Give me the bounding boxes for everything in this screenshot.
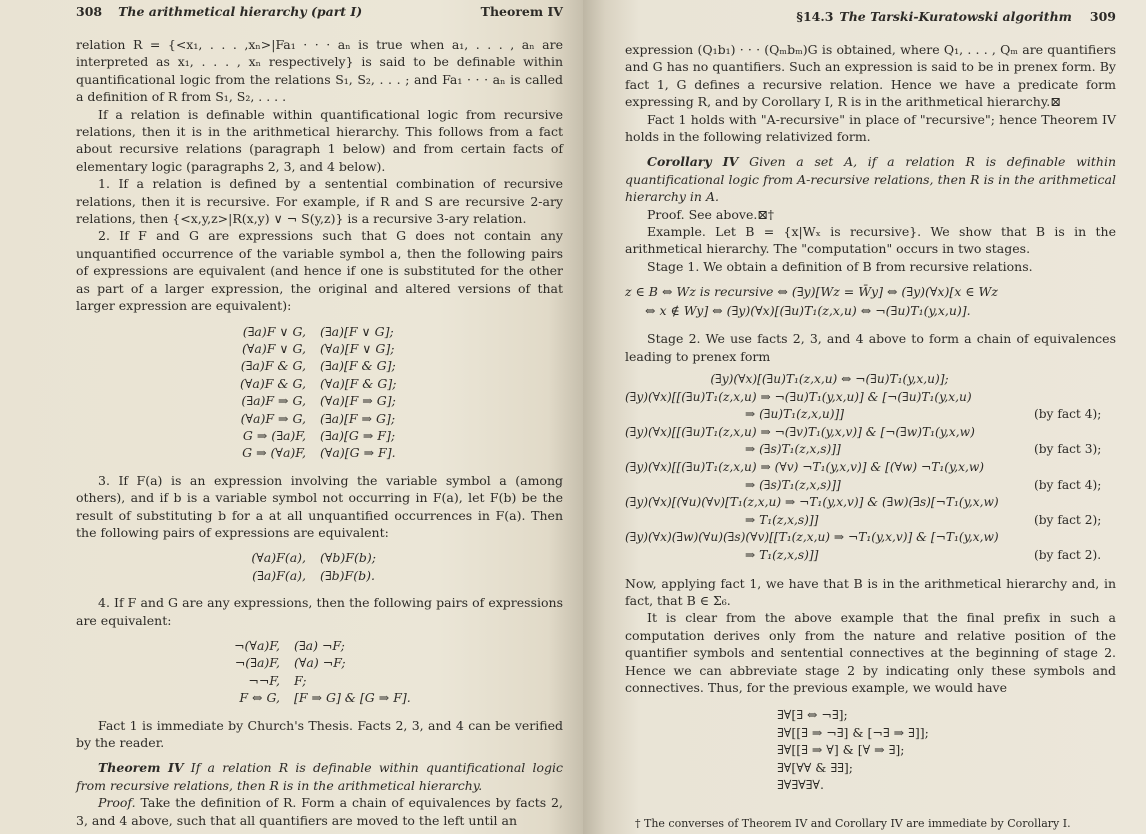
expr-right: F; bbox=[294, 672, 307, 688]
chain-justification bbox=[1034, 459, 1116, 477]
chain-justification: (by fact 4); bbox=[1034, 407, 1102, 422]
paragraph: 2. If F and G are expressions such that G does not contain any unquantified occurrence of the variable symbol a, then the following pairs of expressions are equivalent (and hence if one is substituted for the other as part of a larger expression, the original and altered versions of that larger expression are equivalent): bbox=[76, 228, 563, 314]
proof-paragraph bbox=[76, 794, 563, 829]
stage-2-line: Stage 2. We use facts 2, 3, and 4 above to form a chain of equivalences leading to prenex form bbox=[625, 331, 1116, 364]
equivalence-row bbox=[76, 444, 563, 461]
prefix-line: ∃∀∃∀∃∀. bbox=[777, 777, 824, 793]
page-number: 309 bbox=[1089, 9, 1116, 24]
corollary-heading: Corollary IV bbox=[647, 154, 739, 170]
equivalence-row bbox=[76, 357, 563, 374]
prefix-line: ∃∀[[∃ ⇒ ¬∃] & [¬∃ ⇒ ∃]]; bbox=[777, 724, 929, 740]
expr-left: (∃a)F ∨ G, bbox=[242, 323, 306, 339]
chain-formula: (∃y)(∀x)[[(∃u)T₁(z,x,u) ⇒ ¬(∃v)T₁(y,x,v)] & [¬(∃w)T₁(y,x,w) bbox=[625, 424, 975, 439]
chain-justification: (by fact 4); bbox=[1034, 477, 1102, 492]
equivalence-row bbox=[76, 427, 563, 444]
chain-formula: (∃y)(∀x)[(∀u)(∀v)[T₁(z,x,u) ⇒ ¬T₁(y,x,v)] & (∃w)(∃s)[¬T₁(y,x,w) bbox=[625, 495, 999, 510]
paragraph: Fact 1 is immediate by Church's Thesis. Facts 2, 3, and 4 can be verified by the reader. bbox=[76, 717, 563, 751]
prefix-line: ∃∀[[∃ ⇒ ∀] & [∀ ⇒ ∃]; bbox=[777, 742, 905, 758]
equivalence-row bbox=[76, 672, 563, 689]
expr-left: ¬(∃a)F, bbox=[234, 655, 280, 671]
chain-row bbox=[625, 406, 1116, 424]
expr-right: (∃a)[F ∨ G]; bbox=[320, 323, 394, 339]
chain-formula: ⇒ (∃u)T₁(z,x,u)]] bbox=[745, 407, 844, 422]
left-running-head bbox=[76, 4, 563, 26]
theorem-statement bbox=[76, 759, 563, 794]
chain-justification bbox=[1034, 371, 1116, 389]
running-title: The Tarski-Kuratowski algorithm bbox=[839, 9, 1072, 24]
equivalence-row bbox=[76, 654, 563, 671]
equivalence-row bbox=[76, 375, 563, 392]
paragraph: 3. If F(a) is an expression involving the variable symbol a (among others), and if b is a variable symbol not occurring in F(a), let F(b) be the result of substituting b for a at all unquantified occurrences in F(a). Then the following pairs of expressions are equivalent: bbox=[76, 472, 563, 540]
expr-left: (∀a)F & G, bbox=[239, 375, 306, 391]
chain-row bbox=[625, 441, 1116, 459]
expr-right: [F ⇒ G] & [G ⇒ F]. bbox=[294, 690, 411, 706]
corollary-text: Given a set A, if a relation R is definable within quantificational logic from A-recursive relations, then R is in the arithmetical hierarchy in A. bbox=[625, 154, 1117, 205]
paragraph: 1. If a relation is defined by a sentential combination of recursive relations, then it is recursive. For example, if R and S are recursive 2-ary relations, then {<x,y,z>|R(x,y) ∨ ¬ S(y,z)} is a recursive 3-ary relation. bbox=[76, 176, 563, 227]
chain-row bbox=[625, 459, 1116, 477]
expr-left: (∃a)F ⇒ G, bbox=[241, 393, 306, 409]
example-paragraph: Example. Let B = {x|Wₓ is recursive}. We show that B is in the arithmetical hierarchy. The "computation" occurs in two stages. bbox=[625, 224, 1116, 257]
chain-row bbox=[625, 547, 1116, 565]
equivalence-row bbox=[76, 410, 563, 427]
expr-left: ¬(∀a)F, bbox=[234, 638, 280, 653]
running-label: Theorem IV bbox=[480, 4, 563, 19]
chain-formula: ⇒ (∃s)T₁(z,x,s)]] bbox=[745, 477, 841, 492]
expr-left: (∃a)F(a), bbox=[252, 567, 306, 583]
formula-line: ⇔ x ∉ Wy] ⇔ (∃y)(∀x)[(∃u)T₁(z,x,u) ⇔ ¬(∃u)T₁(y,x,u)]. bbox=[645, 302, 971, 318]
chain-justification bbox=[1034, 529, 1116, 547]
chain-row bbox=[625, 529, 1116, 547]
equivalence-row bbox=[76, 340, 563, 357]
equivalence-pairs-fact-3 bbox=[76, 549, 563, 584]
equivalence-row bbox=[76, 637, 563, 654]
chain-formula: ⇒ (∃s)T₁(z,x,s)]] bbox=[745, 442, 841, 457]
equivalence-row bbox=[76, 392, 563, 409]
chain-justification bbox=[1034, 494, 1116, 512]
footnote: † The converses of Theorem IV and Corollary IV are immediate by Corollary I. bbox=[635, 816, 1071, 830]
proof-line: Proof. See above.⊠† bbox=[647, 206, 775, 222]
expr-right: (∃a)[G ⇒ F]; bbox=[320, 427, 396, 443]
chain-formula: (∃y)(∀x)[(∃u)T₁(z,x,u) ⇔ ¬(∃u)T₁(y,x,u)]; bbox=[710, 372, 949, 387]
chain-formula: (∃y)(∀x)[[(∃u)T₁(z,x,u) ⇒ (∀v) ¬T₁(y,x,v)] & [(∀w) ¬T₁(y,x,w) bbox=[625, 460, 985, 475]
chain-row bbox=[625, 424, 1116, 442]
abbreviated-prefix-chain bbox=[777, 706, 1116, 793]
paragraph: 4. If F and G are any expressions, then the following pairs of expressions are equivalent: bbox=[76, 595, 563, 628]
section-number: §14.3 bbox=[796, 9, 834, 24]
expr-right: (∃a)[F ⇒ G]; bbox=[320, 410, 396, 426]
theorem-text: If a relation R is definable within quantificational logic from recursive relations, then R is in the arithmetical hierarchy. bbox=[76, 760, 563, 793]
expr-left: (∀a)F ⇒ G, bbox=[240, 410, 306, 426]
expr-right: (∀b)F(b); bbox=[320, 550, 376, 566]
chain-row bbox=[625, 371, 1116, 389]
chain-formula: (∃y)(∀x)[[(∃u)T₁(z,x,u) ⇒ ¬(∃u)T₁(y,x,u)] & [¬(∃u)T₁(y,x,u) bbox=[625, 389, 972, 404]
chain-justification bbox=[1034, 389, 1116, 407]
expr-left: (∀a)F(a), bbox=[251, 550, 306, 566]
expr-right: (∃b)F(b). bbox=[320, 567, 375, 583]
left-body bbox=[76, 36, 563, 829]
equivalence-pairs-fact-4 bbox=[76, 637, 563, 707]
chain-justification: (by fact 3); bbox=[1034, 442, 1102, 457]
equivalence-row bbox=[76, 689, 563, 706]
right-body bbox=[625, 41, 1116, 831]
chain-formula: ⇒ T₁(z,x,s)]] bbox=[745, 548, 819, 563]
corollary-statement bbox=[625, 153, 1116, 205]
paragraph: expression (Q₁b₁) · · · (Qₘbₘ)G is obtained, where Q₁, . . . , Qₘ are quantifiers and G has no quantifiers. Such an expression is said to be in prenex form. By fact 1, G defines a recursive relation. Hence we have a predicate form expressing R, and by Corollary I, R is in the arithmetical hierarchy.⊠ bbox=[625, 42, 1116, 110]
chain-row bbox=[625, 494, 1116, 512]
stage-1-display bbox=[625, 283, 1116, 320]
paragraph: If a relation is definable within quantificational logic from recursive relations, then it is in the arithmetical hierarchy. This follows from a fact about recursive relations (paragraph 1 below) and from certain facts of elementary logic (paragraphs 2, 3, and 4 below). bbox=[76, 106, 563, 174]
equivalence-row bbox=[76, 567, 563, 584]
stage-1-line: Stage 1. We obtain a definition of B from recursive relations. bbox=[647, 258, 1033, 274]
expr-right: (∃a)[F & G]; bbox=[320, 358, 396, 374]
formula-line: z ∈ B ⇔ Wz is recursive ⇔ (∃y)[Wz = W̄y] ⇔ (∃y)(∀x)[x ∈ Wz bbox=[625, 284, 998, 300]
chain-row bbox=[625, 512, 1116, 530]
chain-row bbox=[625, 389, 1116, 407]
right-running-head bbox=[625, 9, 1116, 31]
proof-heading: Proof. bbox=[98, 795, 136, 811]
equivalence-chain bbox=[625, 371, 1116, 565]
chain-formula: (∃y)(∀x)(∃w)(∀u)(∃s)(∀v)[[T₁(z,x,u) ⇒ ¬T₁(y,x,v)] & [¬T₁(y,x,w) bbox=[625, 530, 999, 545]
paragraph: Fact 1 holds with "A-recursive" in place of "recursive"; hence Theorem IV holds in the following relativized form. bbox=[625, 111, 1116, 145]
equivalence-row bbox=[76, 549, 563, 566]
expr-left: (∃a)F & G, bbox=[240, 358, 306, 374]
chain-justification bbox=[1034, 424, 1116, 442]
right-page bbox=[583, 0, 1146, 834]
expr-right: (∀a)[F & G]; bbox=[320, 375, 397, 391]
proof-text: Take the definition of R. Form a chain of equivalences by facts 2, 3, and 4 above, such that all quantifiers are moved to the left until an bbox=[76, 795, 563, 828]
expr-left: G ⇒ (∃a)F, bbox=[242, 427, 306, 443]
paragraph: Now, applying fact 1, we have that B is in the arithmetical hierarchy and, in fact, that B ∈ Σ₆. bbox=[625, 575, 1116, 609]
chain-formula: ⇒ T₁(z,x,s)]] bbox=[745, 512, 819, 527]
expr-right: (∀a)[F ⇒ G]; bbox=[320, 393, 396, 409]
chain-row bbox=[625, 477, 1116, 495]
running-title: The arithmetical hierarchy (part I) bbox=[118, 4, 363, 19]
theorem-heading: Theorem IV bbox=[98, 760, 184, 776]
expr-left: ¬¬F, bbox=[248, 672, 280, 688]
prefix-line: ∃∀[∀∀ & ∃∃]; bbox=[777, 759, 854, 775]
chain-justification: (by fact 2); bbox=[1034, 512, 1102, 527]
page-number: 308 bbox=[76, 4, 103, 19]
expr-right: (∃a) ¬F; bbox=[294, 638, 345, 653]
expr-right: (∀a)[F ∨ G]; bbox=[320, 340, 395, 356]
expr-left: F ⇔ G, bbox=[239, 690, 280, 706]
expr-left: (∀a)F ∨ G, bbox=[241, 340, 306, 356]
equivalence-row bbox=[76, 323, 563, 340]
chain-justification: (by fact 2). bbox=[1034, 548, 1102, 563]
paragraph: relation R = {<x₁, . . . ,xₙ>|Fa₁ · · · aₙ is true when a₁, . . . , aₙ are interpreted as x₁, . . . , xₙ respectively} is said to be definable within quantificational logic from the relations S₁, S₂, . . . ; and Fa₁ · · · aₙ is called a definition of R from S₁, S₂, . . . . bbox=[76, 37, 563, 105]
expr-right: (∀a) ¬F; bbox=[294, 655, 346, 671]
expr-right: (∀a)[G ⇒ F]. bbox=[320, 445, 396, 461]
paragraph: It is clear from the above example that the final prefix in such a computation derives only from the nature and relative position of the quantifier symbols and sentential connectives at the beginning of stage 2. Hence we can abbreviate stage 2 by indicating only these symbols and connectives. Thus, for the previous example, we would have bbox=[625, 610, 1116, 696]
prefix-line: ∃∀[∃ ⇔ ¬∃]; bbox=[777, 707, 848, 723]
expr-left: G ⇒ (∀a)F, bbox=[242, 445, 306, 461]
equivalence-pairs-fact-2 bbox=[76, 323, 563, 462]
